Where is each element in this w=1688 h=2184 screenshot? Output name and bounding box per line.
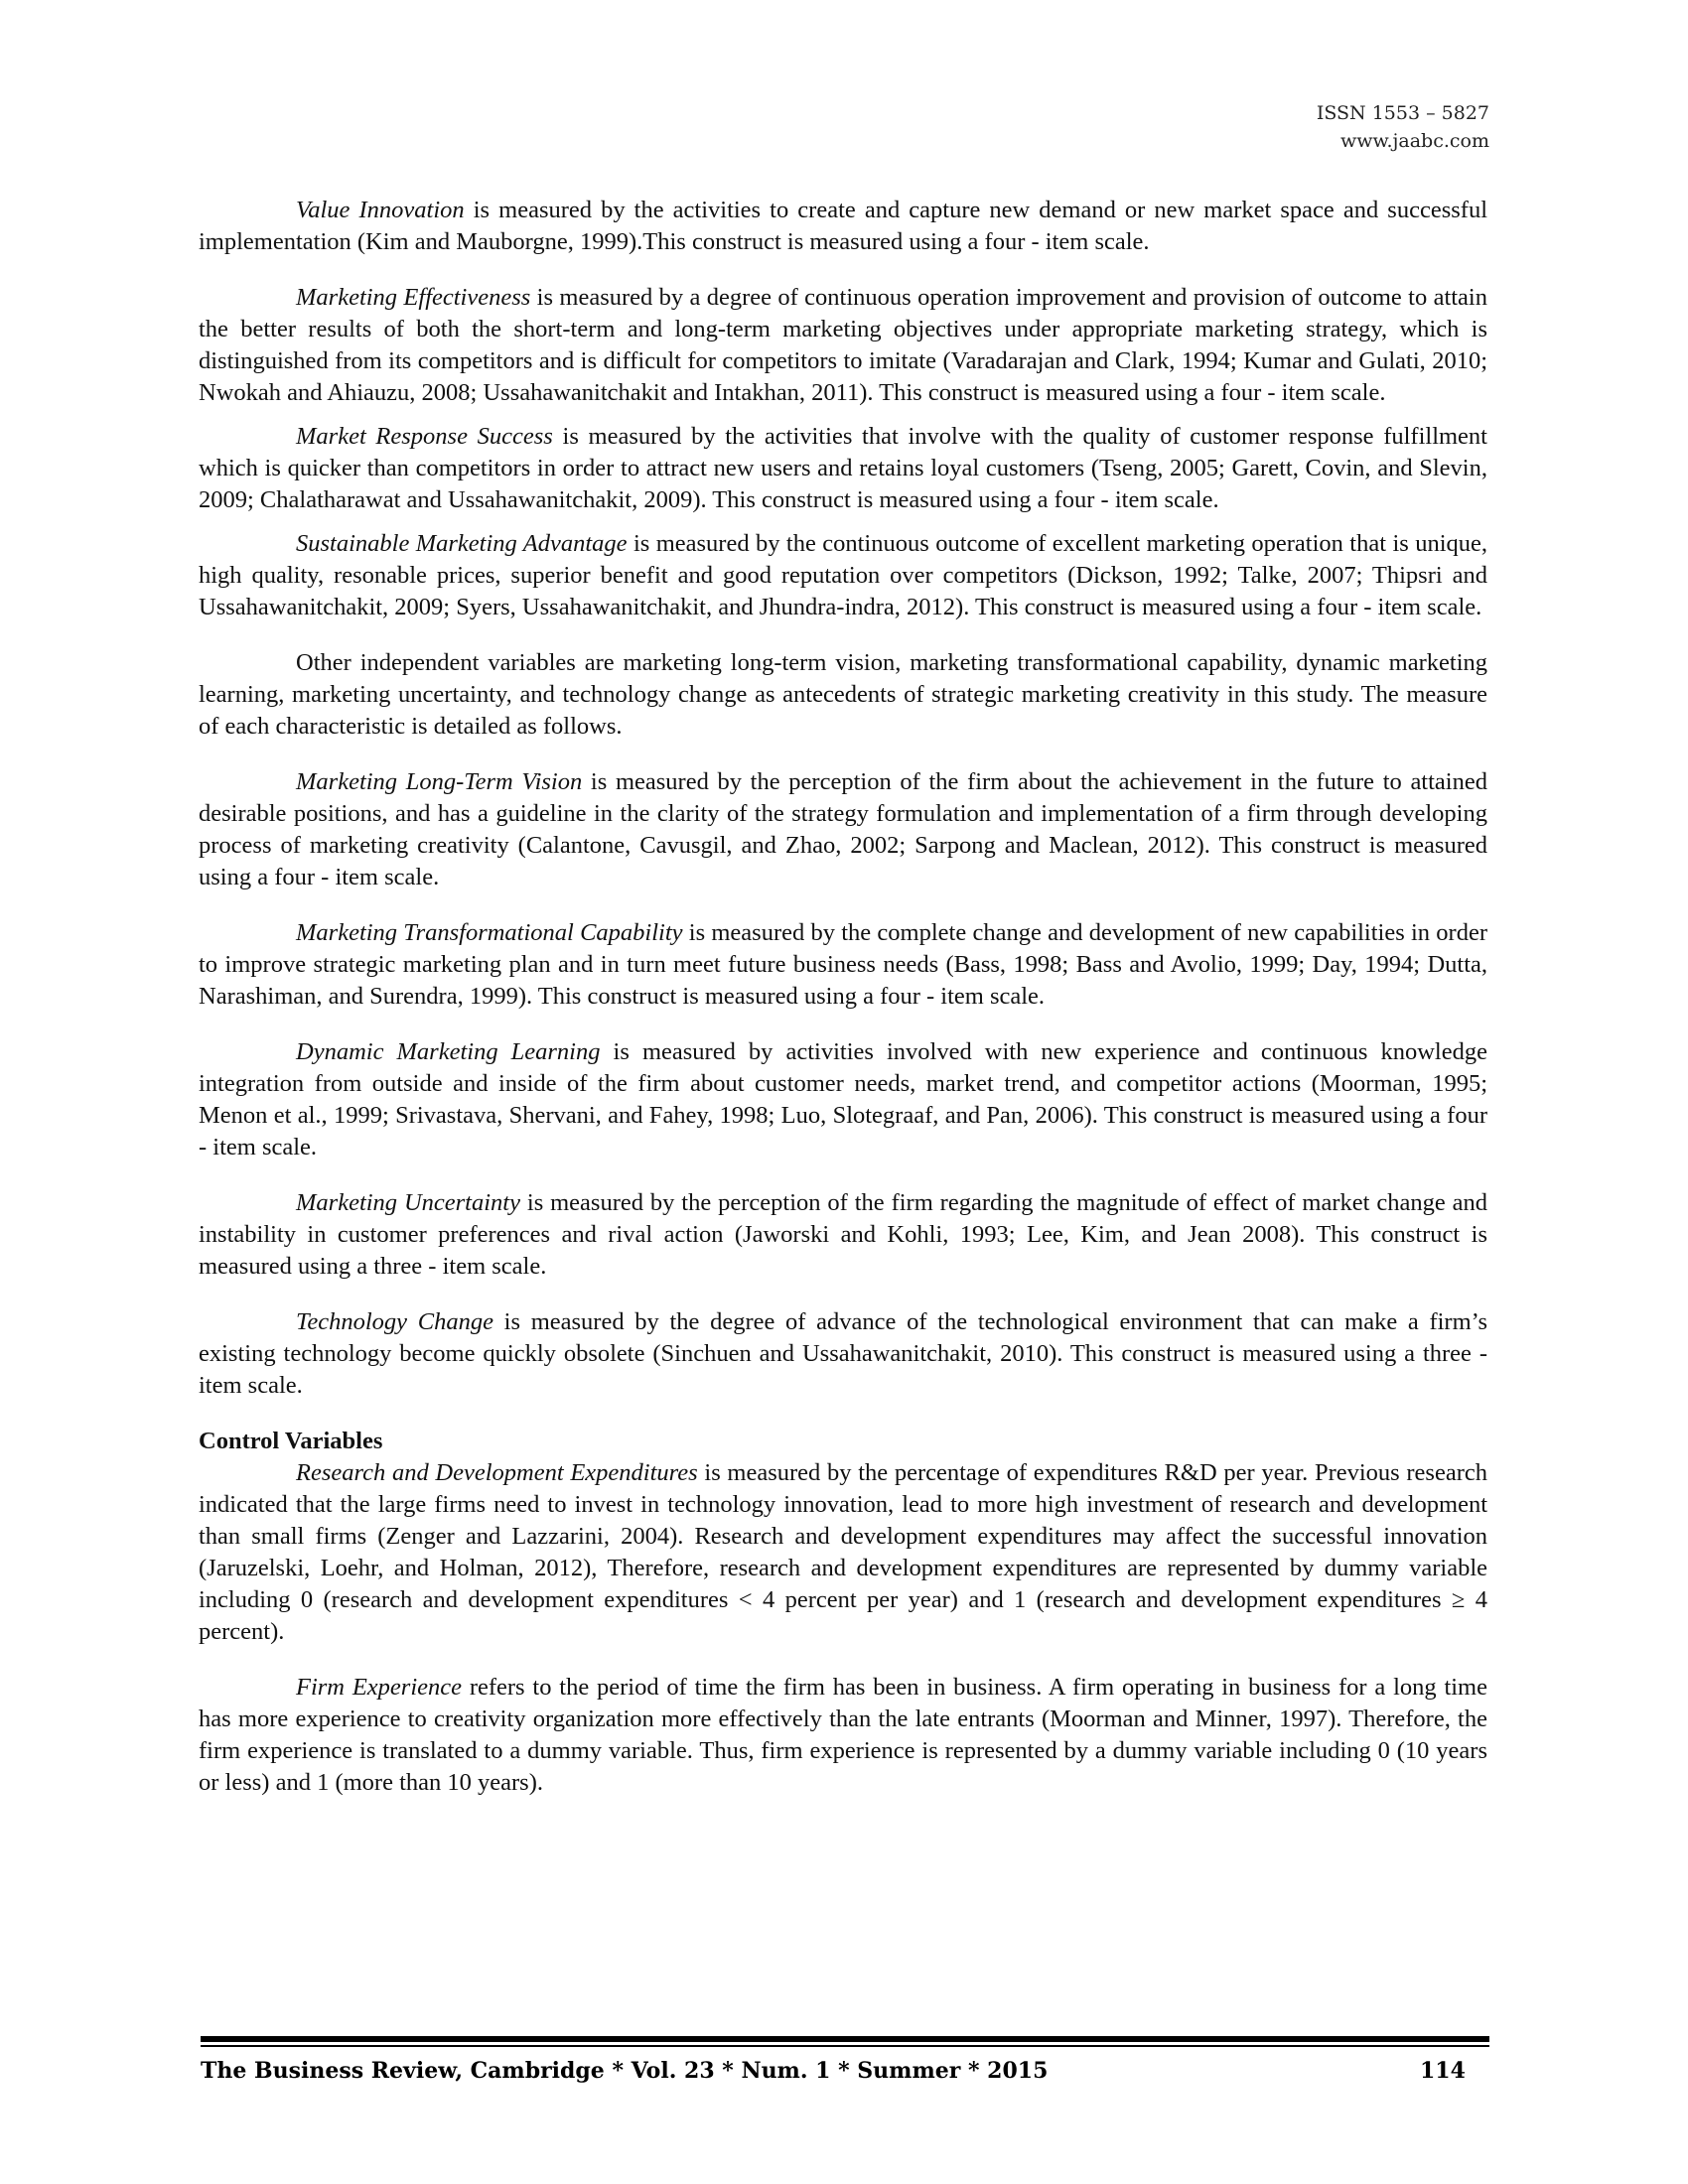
paragraph-text: is measured by the perception of the firm about the achievement in the future to attained desirable positions, and has a guideline in the clarity of the strategy formulation and implementation of a firm through developing process of marketing creativity (Calantone, Cavusgil, and Zhao, 2002; Sarpong and Maclean, 2012). This construct is measured using a four - item scale.	[199, 768, 1487, 890]
article-body	[199, 195, 1487, 1799]
paragraph-text: is measured by the percentage of expenditures R&D per year. Previous research indicated that the large firms need to invest in technology innovation, lead to more high investment of research and development than small firms (Zenger and Lazzarini, 2004). Research and development expenditures may affect the successful innovation (Jaruzelski, Loehr, and Holman, 2012), Therefore, research and development expenditures are represented by dummy variable including 0 (research and development expenditures < 4 percent per year) and 1 (research and development expenditures ≥ 4 percent).	[199, 1459, 1488, 1645]
paragraph-text: is measured by the degree of advance of the technological environment that can make a firm’s existing technology become quickly obsolete (Sinchuen and Ussahawanitchakit, 2010). This construct is measured using a three - item scale.	[199, 1308, 1487, 1399]
term-firm-experience: Firm Experience	[296, 1674, 462, 1701]
term-technology-change: Technology Change	[296, 1308, 493, 1335]
paragraph-text: is measured by the complete change and development of new capabilities in order to improve strategic marketing plan and in turn meet future business needs (Bass, 1998; Bass and Avolio, 1999; Day, 1994; Dutta, Narashiman, and Surendra, 1999). This construct is measured using a four - item scale.	[199, 919, 1487, 1010]
paragraph-technology-change	[199, 1306, 1487, 1402]
paragraph-text: is measured by activities involved with new experience and continuous knowledge integration from outside and inside of the firm about customer needs, market trend, and competitor actions (Moorman, 1995; Menon et al., 1999; Srivastava, Shervani, and Fahey, 1998; Luo, Slotegraaf, and Pan, 2006). This construct is measured using a four - item scale.	[199, 1038, 1487, 1160]
term-market-response-success: Market Response Success	[296, 423, 553, 450]
page-header	[1317, 99, 1489, 155]
paragraph-dynamic-marketing-learning	[199, 1036, 1487, 1163]
term-marketing-effectiveness: Marketing Effectiveness	[296, 284, 531, 311]
paragraph-text: is measured by a degree of continuous operation improvement and provision of outcome to attain the better results of both the short-term and long-term marketing objectives under appropriate marketing strategy, which is distinguished from its competitors and is difficult for competitors to imitate (Varadarajan and Clark, 1994; Kumar and Gulati, 2010; Nwokah and Ahiauzu, 2008; Ussahawanitchakit and Intakhan, 2011). This construct is measured using a four - item scale.	[199, 284, 1487, 406]
paragraph-rd-expenditures	[199, 1457, 1487, 1648]
footer-divider-thick	[201, 2036, 1489, 2042]
paragraph-market-response-success	[199, 421, 1487, 516]
term-marketing-long-term-vision: Marketing Long-Term Vision	[296, 768, 583, 795]
paragraph-firm-experience	[199, 1672, 1487, 1799]
paragraph-marketing-uncertainty	[199, 1187, 1487, 1283]
paragraph-text: Other independent variables are marketing long-term vision, marketing transformational capability, dynamic marketing learning, marketing uncertainty, and technology change as antecedents of strategic marketing creativity in this study. The measure of each characteristic is detailed as follows.	[199, 649, 1487, 740]
paragraph-text: is measured by the activities that involve with the quality of customer response fulfillment which is quicker than competitors in order to attract new users and retains loyal customers (Tseng, 2005; Garett, Covin, and Slevin, 2009; Chalatharawat and Ussahawanitchakit, 2009). This construct is measured using a four - item scale.	[199, 423, 1487, 513]
term-sustainable-marketing-advantage: Sustainable Marketing Advantage	[296, 530, 628, 557]
term-marketing-uncertainty: Marketing Uncertainty	[296, 1189, 520, 1216]
paragraph-value-innovation	[199, 195, 1487, 258]
footer-divider-thin	[201, 2045, 1489, 2047]
paragraph-text: is measured by the continuous outcome of excellent marketing operation that is unique, high quality, resonable prices, superior benefit and good reputation over competitors (Dickson, 1992; Talke, 2007; Thipsri and Ussahawanitchakit, 2009; Syers, Ussahawanitchakit, and Jhundra-indra, 2012). This construct is measured using a four - item scale.	[199, 530, 1488, 620]
paragraph-sustainable-marketing-advantage	[199, 528, 1487, 623]
paragraph-text: is measured by the activities to create and capture new demand or new market space and successful implementation (Kim and Mauborgne, 1999).This construct is measured using a four - item scale.	[199, 197, 1487, 255]
paragraph-text: is measured by the perception of the firm regarding the magnitude of effect of market change and instability in customer preferences and rival action (Jaworski and Kohli, 1993; Lee, Kim, and Jean 2008). This construct is measured using a three - item scale.	[199, 1189, 1487, 1280]
footer-journal-citation: The Business Review, Cambridge * Vol. 23 * Num. 1 * Summer * 2015	[201, 2058, 1049, 2084]
term-marketing-transformational-capability: Marketing Transformational Capability	[296, 919, 683, 946]
term-value-innovation: Value Innovation	[296, 197, 465, 223]
section-heading-control-variables: Control Variables	[199, 1428, 383, 1454]
paragraph-marketing-transformational-capability	[199, 917, 1487, 1013]
page-number: 114	[1420, 2058, 1466, 2084]
paragraph-marketing-long-term-vision	[199, 766, 1487, 893]
paragraph-marketing-effectiveness	[199, 282, 1487, 409]
issn-number: ISSN 1553 – 5827	[1316, 102, 1489, 124]
term-rd-expenditures: Research and Development Expenditures	[296, 1459, 698, 1486]
term-dynamic-marketing-learning: Dynamic Marketing Learning	[296, 1038, 601, 1065]
paragraph-other-independent-variables	[199, 647, 1487, 743]
journal-website: www.jaabc.com	[1339, 130, 1489, 152]
paragraph-text: refers to the period of time the firm has been in business. A firm operating in business for a long time has more experience to creativity organization more effectively than the late entrants (Moorman and Minner, 1997). Therefore, the firm experience is translated to a dummy variable. Thus, firm experience is represented by a dummy variable including 0 (10 years or less) and 1 (more than 10 years).	[199, 1674, 1487, 1796]
